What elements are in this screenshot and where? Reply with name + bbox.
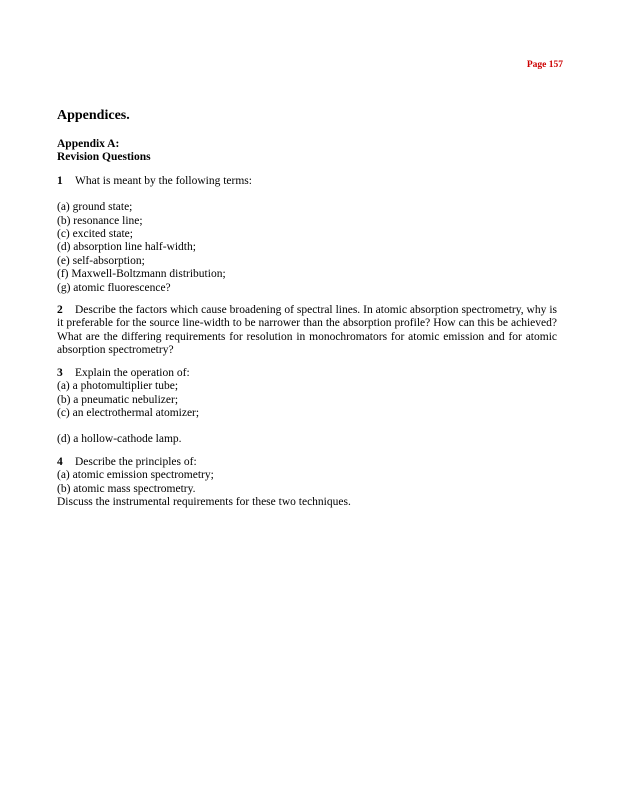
- list-item: (a) atomic emission spectrometry;: [57, 469, 214, 482]
- question-4-items-list: [57, 469, 557, 496]
- document-body: [57, 108, 557, 518]
- question-1: [57, 175, 557, 295]
- list-item: (b) atomic mass spectrometry.: [57, 482, 196, 495]
- question-3: [57, 367, 557, 447]
- question-text: Explain the operation of:: [75, 366, 190, 379]
- list-item: (a) ground state;: [57, 201, 133, 214]
- question-text: Describe the factors which cause broadening of spectral lines. In atomic absorption spectrometry, why is it preferable for the source line-width to be narrower than the absorption profile? How can this be achieved? What are the differing requirements for resolution in monochromators for atomic emission and for atomic absorption spectrometry?: [57, 304, 557, 357]
- question-1-header: [57, 175, 557, 188]
- question-number: 4: [57, 455, 63, 468]
- question-4-header: [57, 456, 557, 469]
- question-4: [57, 456, 557, 510]
- page-title: Appendices.: [57, 108, 130, 123]
- question-3-header: [57, 367, 557, 380]
- list-item: (f) Maxwell-Boltzmann distribution;: [57, 268, 226, 281]
- appendix-title: Appendix A:: [57, 138, 120, 150]
- list-item: (e) self-absorption;: [57, 254, 145, 267]
- question-number: 2: [57, 304, 63, 317]
- list-item: (b) resonance line;: [57, 214, 143, 227]
- question-number: 3: [57, 366, 63, 379]
- appendix-subtitle: Revision Questions: [57, 151, 151, 164]
- question-2: [57, 304, 557, 358]
- list-item: (d) a hollow-cathode lamp.: [57, 433, 182, 446]
- list-item: (c) excited state;: [57, 228, 133, 241]
- question-2-paragraph: [57, 304, 557, 358]
- question-4-closing: Discuss the instrumental requirements for these two techniques.: [57, 495, 351, 508]
- question-text: Describe the principles of:: [75, 455, 197, 468]
- page-number: Page 157: [526, 60, 563, 70]
- list-item: (g) atomic fluorescence?: [57, 281, 171, 294]
- list-item: (d) absorption line half-width;: [57, 241, 196, 254]
- list-item: (b) a pneumatic nebulizer;: [57, 393, 179, 406]
- list-item: (a) a photomultiplier tube;: [57, 380, 179, 393]
- question-3-items-list: [57, 380, 557, 447]
- question-number: 1: [57, 174, 63, 187]
- question-text: What is meant by the following terms:: [75, 174, 252, 187]
- list-item: (c) an electrothermal atomizer;: [57, 406, 200, 419]
- question-1-terms-list: [57, 201, 557, 295]
